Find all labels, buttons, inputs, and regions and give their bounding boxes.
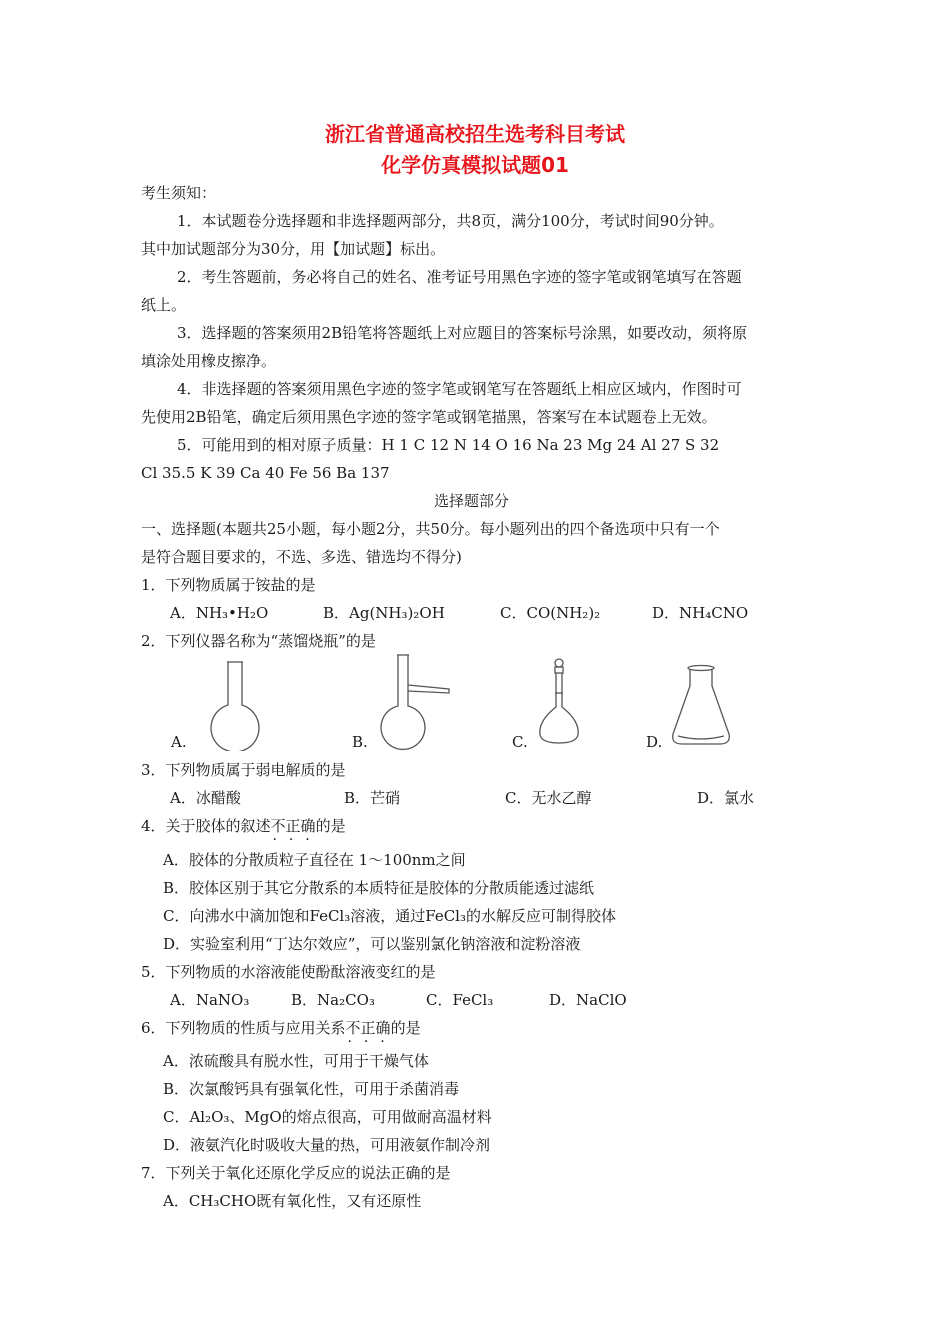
q3-option-c: C．无水乙醇 [505, 789, 592, 807]
q3-option-a: A．冰醋酸 [170, 789, 241, 807]
notice-line: 1．本试题卷分选择题和非选择题两部分，共8页，满分100分，考试时间90分钟。 [177, 212, 724, 230]
notice-line: 4．非选择题的答案须用黑色字迹的签字笔或钢笔写在答题纸上相应区域内，作图时可 [177, 380, 742, 398]
q1-option-b: B．Ag(NH₃)₂OH [323, 604, 445, 622]
notice-line: 填涂处用橡皮擦净。 [141, 352, 277, 370]
q6-stem-emphasis: 不正确 · · · [346, 1018, 391, 1038]
section-title: 选择题部分 [434, 492, 510, 510]
q2-option-b: B. [352, 733, 368, 751]
q7-stem: 7．下列关于氧化还原化学反应的说法正确的是 [141, 1164, 451, 1182]
q6-option-b: B．次氯酸钙具有强氧化性，可用于杀菌消毒 [163, 1080, 460, 1098]
notice-line: 3．选择题的答案须用2B铅笔将答题纸上对应题目的答案标号涂黑，如要改动，须将原 [177, 324, 748, 342]
notice-heading: 考生须知： [141, 184, 217, 202]
q2-option-a: A. [171, 733, 187, 751]
notice-line: 2．考生答题前，务必将自己的姓名、准考证号用黑色字迹的签字笔或钢笔填写在答题 [177, 268, 742, 286]
q4-option-b: B．胶体区别于其它分散系的本质特征是胶体的分散质能透过滤纸 [163, 879, 595, 897]
q2-option-d: D. [646, 733, 663, 751]
q6-stem-text: 6．下列物质的性质与应用关系 [141, 1019, 346, 1037]
q7-option-a: A．CH₃CHO既有氧化性，又有还原性 [163, 1192, 422, 1210]
notice-line: 先使用2B铅笔，确定后须用黑色字迹的签字笔或钢笔描黑，答案写在本试题卷上无效。 [141, 408, 717, 426]
distilling-flask-image [371, 653, 455, 751]
q2-stem: 2．下列仪器名称为“蒸馏烧瓶”的是 [141, 632, 376, 650]
q4-stem-text: 4．关于胶体的叙述 [141, 817, 271, 835]
notice-line: 5．可能用到的相对原子质量：H 1 C 12 N 14 O 16 Na 23 Mg 24 Al 27 S 32 [177, 436, 720, 454]
q6-option-a: A．浓硫酸具有脱水性，可用于干燥气体 [163, 1052, 429, 1070]
q3-option-d: D．氯水 [697, 789, 755, 807]
q5-option-a: A．NaNO₃ [170, 991, 250, 1009]
q4-option-c: C．向沸水中滴加饱和FeCl₃溶液，通过FeCl₃的水解反应可制得胶体 [163, 907, 616, 925]
q1-option-c: C．CO(NH₂)₂ [500, 604, 601, 622]
q3-option-b: B．芒硝 [344, 789, 401, 807]
q6-stem-text: 的是 [390, 1019, 421, 1037]
q5-option-c: C．FeCl₃ [426, 991, 494, 1009]
notice-line: Cl 35.5 K 39 Ca 40 Fe 56 Ba 137 [141, 464, 390, 482]
q4-stem-emphasis: 不正确 · · · [271, 816, 316, 836]
q1-option-d: D．NH₄CNO [652, 604, 749, 622]
round-bottom-flask-image [200, 659, 270, 751]
q4-option-d: D．实验室利用“丁达尔效应”，可以鉴别氯化钠溶液和淀粉溶液 [163, 935, 581, 953]
notice-line: 其中加试题部分为30分，用【加试题】标出。 [141, 240, 446, 258]
exam-subtitle: 化学仿真模拟试题01 [381, 153, 569, 177]
q5-option-d: D．NaClO [549, 991, 627, 1009]
q6-stem [141, 1018, 421, 1038]
q3-stem: 3．下列物质属于弱电解质的是 [141, 761, 346, 779]
q6-option-c: C．Al₂O₃、MgO的熔点很高，可用做耐高温材料 [163, 1108, 492, 1126]
notice-line: 纸上。 [141, 296, 187, 314]
q4-stem-text: 的是 [315, 817, 346, 835]
section-intro: 一、选择题(本题共25小题，每小题2分，共50分。每小题列出的四个备选项中只有一个 [141, 520, 720, 538]
section-intro: 是符合题目要求的，不选、多选、错选均不得分) [141, 548, 462, 566]
conical-flask-image [668, 664, 734, 748]
q1-stem: 1．下列物质属于铵盐的是 [141, 576, 316, 594]
q5-option-b: B．Na₂CO₃ [291, 991, 375, 1009]
q1-option-a: A．NH₃•H₂O [170, 604, 269, 622]
q4-option-a: A．胶体的分散质粒子直径在 1～100nm之间 [163, 851, 466, 869]
exam-title: 浙江省普通高校招生选考科目考试 [325, 122, 625, 146]
q6-option-d: D．液氨汽化时吸收大量的热，可用液氨作制冷剂 [163, 1136, 491, 1154]
q2-option-c: C. [512, 733, 528, 751]
volumetric-flask-image [534, 655, 584, 747]
q4-stem [141, 816, 346, 836]
q5-stem: 5．下列物质的水溶液能使酚酞溶液变红的是 [141, 963, 436, 981]
